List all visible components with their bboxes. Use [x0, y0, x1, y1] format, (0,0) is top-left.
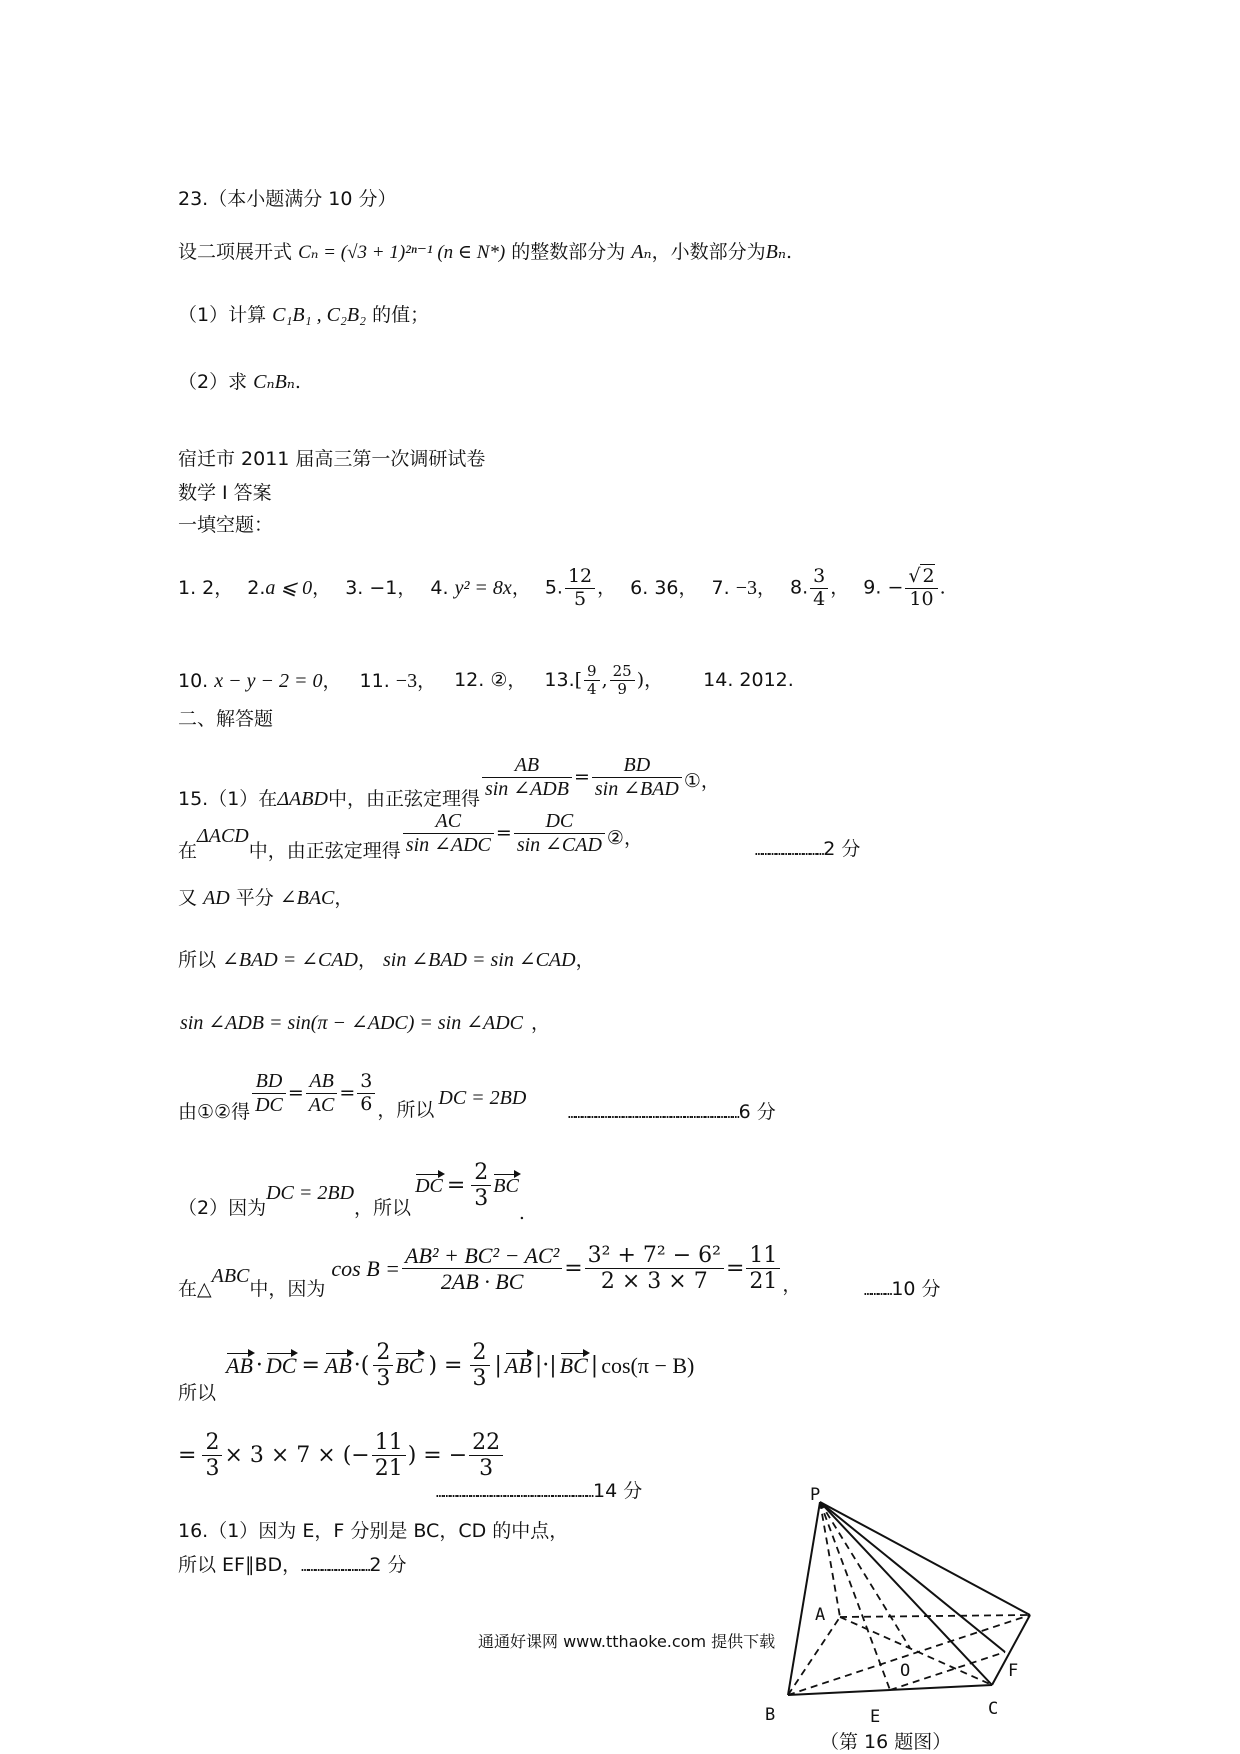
label-b: B: [765, 1705, 776, 1725]
q23-part1-label: （1）计算: [178, 304, 267, 326]
label-c: C: [988, 1699, 999, 1719]
q23-part2-formula: CₙBₙ: [253, 371, 295, 393]
s15-l6-score-text: 6 分: [738, 1101, 776, 1123]
answer-13-frac-2: [610, 663, 635, 699]
s15-l8-num3: 11: [746, 1243, 780, 1269]
answer-9-num: √ 2: [905, 566, 937, 589]
answer-10-end: ，: [322, 669, 342, 692]
s15-l8-cos-formula: cos B = $\frac{\text{AB² + BC² − AC²}}{2AB \cdot BC}$ = $\frac{\text{3² + 7² − 6²}}{2 \times 3 \times 7}$ = $\frac{11}{21}$: [331, 1243, 782, 1295]
s15-l4-text-c: ，: [575, 949, 595, 971]
s15-l6-n1: BD: [252, 1070, 286, 1094]
answer-13-end: ，: [644, 668, 664, 691]
answer-7-value: −3: [735, 577, 757, 600]
q23-an: Aₙ: [631, 241, 652, 263]
answer-12: 12. ②，: [454, 669, 527, 692]
answer-10-label: 10.: [178, 669, 209, 692]
s16-l2-score: 2 分: [369, 1554, 407, 1576]
s15-l2-text-c: ②，: [606, 827, 643, 849]
s15-line-9: AB · DC = AB ·( $\frac{2}{3}$ BC ) = $\frac{2}{3}$ | AB |·| BC | cos(π − B): [226, 1340, 695, 1392]
s15-l8-text-b: 中，因为: [249, 1278, 326, 1300]
s15-l10-score: [436, 1482, 642, 1501]
s15-l8-den3: 21: [749, 1269, 778, 1294]
pyramid-figure: [760, 1480, 1060, 1753]
answer-title: 宿迁市 2011 届高三第一次调研试卷: [178, 448, 486, 470]
answer-2-label: 2.: [247, 577, 266, 600]
s15-l7-text-a: （2）因为: [178, 1197, 267, 1219]
answer-5: [545, 566, 616, 611]
s15-l2-den2: sin ∠CAD: [516, 834, 602, 856]
answer-5-num: 12: [565, 566, 595, 589]
answer-1: 1. 2，: [178, 576, 234, 599]
answer-7-end: ，: [757, 577, 777, 600]
s15-l10-n2: 11: [372, 1430, 406, 1456]
s15-l9-frac-2: [470, 1340, 490, 1392]
s16-l2-text: 所以 EF∥BD，: [178, 1554, 302, 1576]
s15-l8-num1: AB² + BC² − AC²: [402, 1243, 562, 1269]
answer-9-end: .: [939, 576, 946, 599]
s15-l8-den2: 2 × 3 × 7: [600, 1269, 708, 1294]
s15-l1-frac-1: [482, 754, 572, 801]
s15-l10-d3: 3: [479, 1456, 494, 1482]
s15-l7-frac: [471, 1160, 491, 1212]
q23-part2-tail: .: [294, 371, 301, 393]
q23-bn: Bₙ: [765, 241, 786, 263]
answer-5-fraction: [565, 566, 595, 611]
q23-part1-tail: 的值；: [372, 304, 430, 326]
answer-14: 14. 2012.: [703, 669, 794, 692]
s15-l9-n2: 2: [470, 1340, 490, 1366]
figure-caption: （第 16 题图）: [820, 1731, 952, 1753]
s15-l6-score: [568, 1103, 776, 1122]
s15-l1-den2: sin ∠BAD: [594, 777, 679, 800]
label-o: O: [900, 1661, 911, 1681]
s15-l2-den1: sin ∠ADC: [405, 834, 491, 856]
answer-7: [712, 578, 776, 598]
label-e: E: [870, 1707, 881, 1727]
s15-l6-frac-1: [252, 1070, 286, 1117]
s15-l10-score-text: 14 分: [593, 1480, 643, 1502]
s15-l1-text-c: ①，: [683, 769, 720, 792]
answer-13-close: ): [636, 668, 645, 691]
answer-subtitle: 数学 I 答案: [178, 482, 272, 504]
answer-9-fraction: [905, 566, 937, 611]
q23-part2-label: （2）求: [178, 371, 248, 393]
s15-l10-d1: 3: [205, 1456, 220, 1482]
s15-l1-text-b: 中，由正弦定理得: [327, 787, 480, 810]
s15-l1-num2: BD: [592, 754, 682, 778]
edge-pb: [788, 1502, 820, 1695]
answer-5-label: 5.: [544, 576, 563, 599]
s15-line-6: 由①②得 $\frac{BD}{DC}$ = $\frac{AB}{AC}$ = $\frac{3}{6}$ ，所以 DC = 2BD: [178, 1070, 527, 1123]
q23-intro-text-b: 的整数部分为: [511, 241, 626, 263]
answer-11-value: −3: [395, 669, 418, 692]
s15-l9-vec-bc-2: BC: [559, 1352, 588, 1378]
s16-line-2: [178, 1556, 407, 1575]
footer-watermark: 通通好课网 www.tthaoke.com 提供下载: [478, 1632, 776, 1651]
s15-line-4: [178, 950, 595, 970]
s15-l2-text-a: 在: [178, 840, 198, 862]
s15-l2-num2: DC: [514, 810, 605, 834]
s15-l8-num2: 3² + 7² − 6²: [585, 1243, 724, 1269]
q23-part1-formula: C₁B₁ , C₂B₂: [272, 304, 367, 326]
s15-l6-math: DC = 2BD: [438, 1086, 527, 1109]
s15-l2-score-text: 2 分: [823, 838, 861, 860]
s15-l3-text-c: ，: [334, 887, 354, 909]
answer-2-end: ，: [312, 577, 332, 600]
s15-l6-d1: DC: [255, 1094, 283, 1116]
answer-11-end: ，: [417, 669, 437, 692]
s15-l10-d2: 21: [374, 1456, 403, 1482]
answer-10-value: x − y − 2 = 0: [214, 669, 323, 692]
s15-l6-d2: AC: [308, 1094, 335, 1116]
answer-2: [247, 578, 331, 598]
s15-l9-d1: 3: [376, 1366, 391, 1392]
s16-line-1: 16.（1）因为 E，F 分别是 BC，CD 的中点，: [178, 1520, 569, 1542]
s15-line-3: [178, 888, 353, 908]
s15-l9-tail: cos(π − B): [601, 1352, 695, 1378]
s15-l4-math-2: sin ∠BAD = sin ∠CAD: [383, 949, 576, 971]
s15-l2-dots: …………………………: [755, 844, 824, 859]
s15-l10-n1: 2: [202, 1430, 222, 1456]
edge-ad: [840, 1615, 1030, 1617]
answer-2-value: a ⩽ 0: [265, 577, 313, 600]
edge-ac: [840, 1617, 992, 1685]
answer-4: [430, 578, 530, 598]
s15-l2-num1: AC: [403, 810, 494, 834]
q23-part2: [178, 372, 301, 392]
s15-l3-math-1: AD: [203, 887, 230, 909]
s15-l10-mid: × 3 × 7 × (−: [224, 1442, 370, 1468]
s15-l2-text-b: 中，由正弦定理得: [248, 840, 401, 862]
answer-13-n2: 25: [610, 663, 635, 681]
s15-l6-dots: …………………………………………………………………: [568, 1107, 739, 1122]
s15-l7-vec-bc: BC: [493, 1174, 519, 1197]
s15-l6-frac-2: [306, 1070, 338, 1117]
s15-l6-d3: 6: [360, 1093, 373, 1115]
s15-l4-text-a: 所以: [178, 949, 217, 971]
s15-l2-frac-2: [514, 810, 605, 857]
s15-l8-dots: …………: [864, 1284, 892, 1299]
s15-l8-den1: 2AB · BC: [440, 1269, 524, 1294]
answer-9-den: 10: [909, 587, 934, 610]
s15-l8-frac-3: [746, 1243, 780, 1295]
answer-11-label: 11.: [359, 669, 390, 692]
s15-line-1: 15.（1）在 ΔABD 中，由正弦定理得 $\frac{AB}{\text{sin ∠ADB}}$ = $\frac{BD}{\text{sin ∠BAD}}$ ①，: [178, 753, 720, 810]
fill-answers-row-1: [178, 566, 946, 611]
s15-l7-den: 3: [474, 1186, 489, 1211]
s15-l4-text-b: ，: [357, 949, 377, 971]
answer-13-d1: 4: [587, 680, 597, 699]
answer-9-sign: −: [887, 576, 904, 599]
s15-l6-text-a: 由①②得: [178, 1101, 251, 1123]
answer-5-den: 5: [574, 587, 587, 610]
q23-intro-text-a: 设二项展开式: [178, 241, 293, 263]
q23-intro-formula: Cₙ = (√3 + 1)²ⁿ⁻¹ (n ∈ N*): [298, 242, 506, 263]
s15-l6-n2: AB: [306, 1070, 338, 1094]
s15-l9-vec-ab-3: AB: [504, 1352, 532, 1378]
fill-answers-row-2: [178, 663, 794, 699]
s15-l1-text-a: 15.（1）在: [178, 787, 278, 810]
s15-l8-text-a: 在△: [178, 1278, 212, 1300]
s15-l10-frac-3: [469, 1430, 503, 1482]
s15-l10-dots: ……………………………………………………………: [436, 1486, 594, 1501]
s15-l9-vec-dc: DC: [265, 1352, 297, 1378]
edge-pd: [820, 1502, 1030, 1615]
answer-13-open: [: [574, 668, 583, 691]
s15-l7-math: DC = 2BD: [266, 1181, 355, 1204]
answer-13: 13.[ $\frac{9}{4}$ , $\frac{25}{9}$ )，: [544, 662, 664, 699]
s15-line-7: [178, 1148, 525, 1223]
answer-8: [790, 566, 849, 611]
s15-l8-cos: cos B =: [331, 1255, 401, 1281]
s15-l9-vec-ab: AB: [226, 1352, 253, 1378]
fill-blank-heading: 一填空题：: [178, 514, 274, 536]
s15-l8-text-c: ，: [782, 1274, 802, 1296]
q23-intro-text-d: .: [786, 241, 793, 263]
s15-l1-den1: sin ∠ADB: [484, 777, 569, 800]
s15-l7-text-b: ，所以: [354, 1197, 412, 1219]
s15-l2-score: [755, 840, 860, 859]
answer-4-end: ，: [511, 577, 531, 600]
s15-l1-num1: AB: [482, 754, 572, 778]
answer-9: [863, 566, 945, 611]
s15-line-5: [180, 1013, 550, 1033]
q23-title: 23.（本小题满分 10 分）: [178, 188, 397, 210]
s15-l7-text-c: .: [518, 1202, 525, 1224]
s15-l10-frac-2: [372, 1430, 406, 1482]
answer-13-d2: 9: [617, 680, 627, 699]
s15-l9-n1: 2: [373, 1340, 393, 1366]
s15-l3-text-b: 平分: [235, 887, 274, 909]
edge-pf: [820, 1502, 1005, 1652]
s15-l8-score-text: 10 分: [891, 1278, 941, 1300]
answer-8-end: ，: [830, 576, 850, 599]
answer-4-label: 4.: [430, 577, 449, 600]
s15-l2-triangle: ΔACD: [197, 824, 249, 847]
label-f: F: [1008, 1661, 1019, 1681]
s15-line-8: [178, 1238, 801, 1299]
q23-part1: [178, 305, 429, 325]
s15-l7-vec-dc: DC: [415, 1174, 443, 1197]
s15-l7-num: 2: [471, 1160, 491, 1186]
s15-l3-math-2: ∠BAC: [279, 887, 335, 909]
answer-8-fraction: [810, 566, 828, 611]
s15-l8-frac-2: [585, 1243, 724, 1295]
s15-l7-vector-eq: DC = $\frac{2}{3}$ BC: [415, 1159, 519, 1211]
s15-l3-text-a: 又: [178, 887, 198, 909]
answer-4-value: y² = 8x: [454, 577, 512, 600]
label-a: A: [815, 1605, 826, 1625]
s15-l10-eq: ) = −: [407, 1442, 468, 1468]
answer-9-radicand: 2: [922, 565, 935, 587]
s15-l8-triangle: ABC: [211, 1264, 250, 1287]
edge-pc: [820, 1502, 992, 1685]
s15-l1-triangle: ΔABD: [277, 788, 328, 810]
s15-l9-vec-bc: BC: [395, 1352, 424, 1378]
s15-l4-math-1: ∠BAD = ∠CAD: [222, 949, 358, 971]
edge-ab: [788, 1617, 840, 1695]
answer-13-frac-1: [584, 663, 600, 699]
s15-l6-text-b: ，所以: [377, 1099, 435, 1121]
section-2-heading: 二、解答题: [178, 708, 274, 730]
q23-intro: [178, 242, 792, 262]
answer-7-label: 7.: [711, 577, 730, 600]
answer-5-end: ，: [597, 576, 617, 599]
s15-l6-n3: 3: [357, 1071, 375, 1094]
answer-3: 3. −1，: [345, 576, 417, 599]
s15-line-2: 在 ΔACD 中，由正弦定理得 $\frac{AC}{\text{sin ∠ADC}}$ = $\frac{DC}{\text{sin ∠CAD}}$ ②，: [178, 810, 643, 862]
s15-l5-math: sin ∠ADB = sin(π − ∠ADC) = sin ∠ADC: [180, 1012, 523, 1034]
answer-8-label: 8.: [790, 576, 809, 599]
answer-6: 6. 36，: [630, 576, 698, 599]
answer-13-label: 13.: [544, 668, 575, 691]
answer-8-num: 3: [810, 566, 828, 589]
s15-line-10: = $\frac{2}{3}$ × 3 × 7 × (− $\frac{11}{21}$ ) = − $\frac{22}{3}$: [178, 1430, 505, 1482]
s15-l9-text-a: 所以: [178, 1382, 217, 1404]
s15-l5-text-c: ，: [531, 1012, 551, 1034]
s16-l2-dots: …………………………: [301, 1560, 370, 1575]
s15-l9-d2: 3: [472, 1366, 487, 1392]
s15-l9-vec-ab-2: AB: [324, 1352, 352, 1378]
s15-l6-frac-3: [357, 1071, 375, 1116]
s15-l8-score: [864, 1280, 941, 1299]
s15-l9-frac-1: [373, 1340, 393, 1392]
s15-l1-frac-2: [592, 754, 682, 801]
label-p: P: [810, 1485, 821, 1505]
s15-l10-frac-1: [202, 1430, 222, 1482]
answer-10: [178, 671, 342, 691]
answer-13-n1: 9: [584, 663, 600, 681]
s15-l10-n3: 22: [469, 1430, 503, 1456]
answer-11: [360, 671, 437, 691]
s15-l2-frac-1: [403, 810, 494, 857]
s15-l9-label: [178, 1384, 216, 1403]
s15-l8-frac-1: [402, 1243, 562, 1295]
q23-intro-text-c: ，小数部分为: [651, 241, 766, 263]
answer-9-label: 9.: [863, 576, 882, 599]
answer-8-den: 4: [813, 587, 826, 610]
